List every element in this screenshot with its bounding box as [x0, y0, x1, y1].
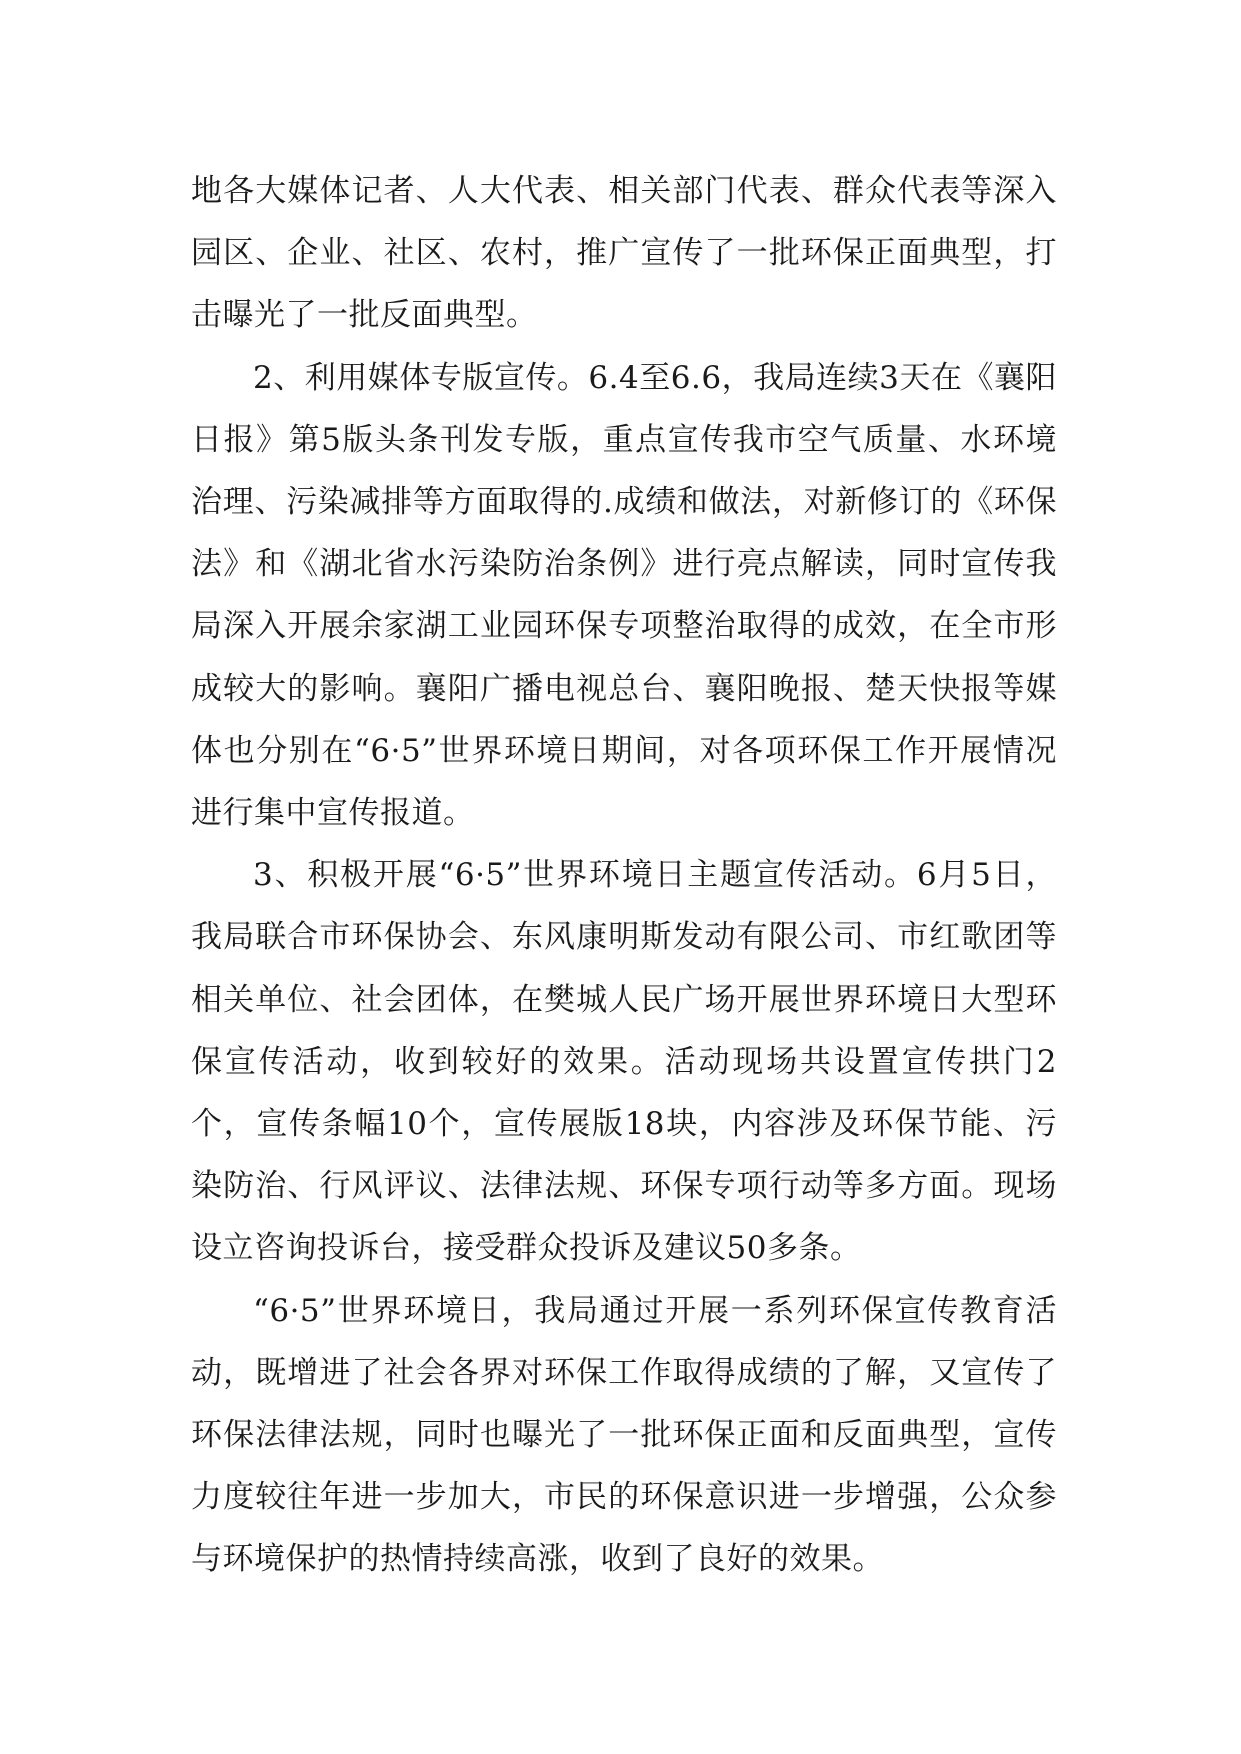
paragraph-media-special-edition: 2、利用媒体专版宣传。6.4至6.6，我局连续3天在《襄阳日报》第5版头条刊发专版，重点宣传我市空气质量、水环境治理、污染减排等方面取得的.成绩和做法，对新修订的《环保法》和《湖北省水污染防治条例》进行亮点解读，同时宣传我局深入开展余家湖工业园环保专项整治取得的成效，在全市形成较大的影响。襄阳广播电视总台、襄阳晚报、楚天快报等媒体也分别在“6·5”世界环境日期间，对各项环保工作开展情况进行集中宣传报道。: [191, 359, 1057, 832]
paragraph-summary: “6·5”世界环境日，我局通过开展一系列环保宣传教育活动，既增进了社会各界对环保工作取得成绩的了解，又宣传了环保法律法规，同时也曝光了一批环保正面和反面典型，宣传力度较往年进一步加大，市民的环保意识进一步增强，公众参与环境保护的热情持续高涨，收到了良好的效果。: [191, 1292, 1057, 1578]
document-body: [191, 160, 1057, 1591]
paragraph-environment-day-activity: 3、积极开展“6·5”世界环境日主题宣传活动。6月5日，我局联合市环保协会、东风康明斯发动有限公司、市红歌团等相关单位、社会团体，在樊城人民广场开展世界环境日大型环保宣传活动，收到较好的效果。活动现场共设置宣传拱门2个，宣传条幅10个，宣传展版18块，内容涉及环保节能、污染防治、行风评议、法律法规、环保专项行动等多方面。现场设立咨询投诉台，接受群众投诉及建议50多条。: [191, 857, 1057, 1267]
paragraph-intro-continuation: 地各大媒体记者、人大代表、相关部门代表、群众代表等深入园区、企业、社区、农村，推广宣传了一批环保正面典型，打击曝光了一批反面典型。: [191, 173, 1057, 334]
